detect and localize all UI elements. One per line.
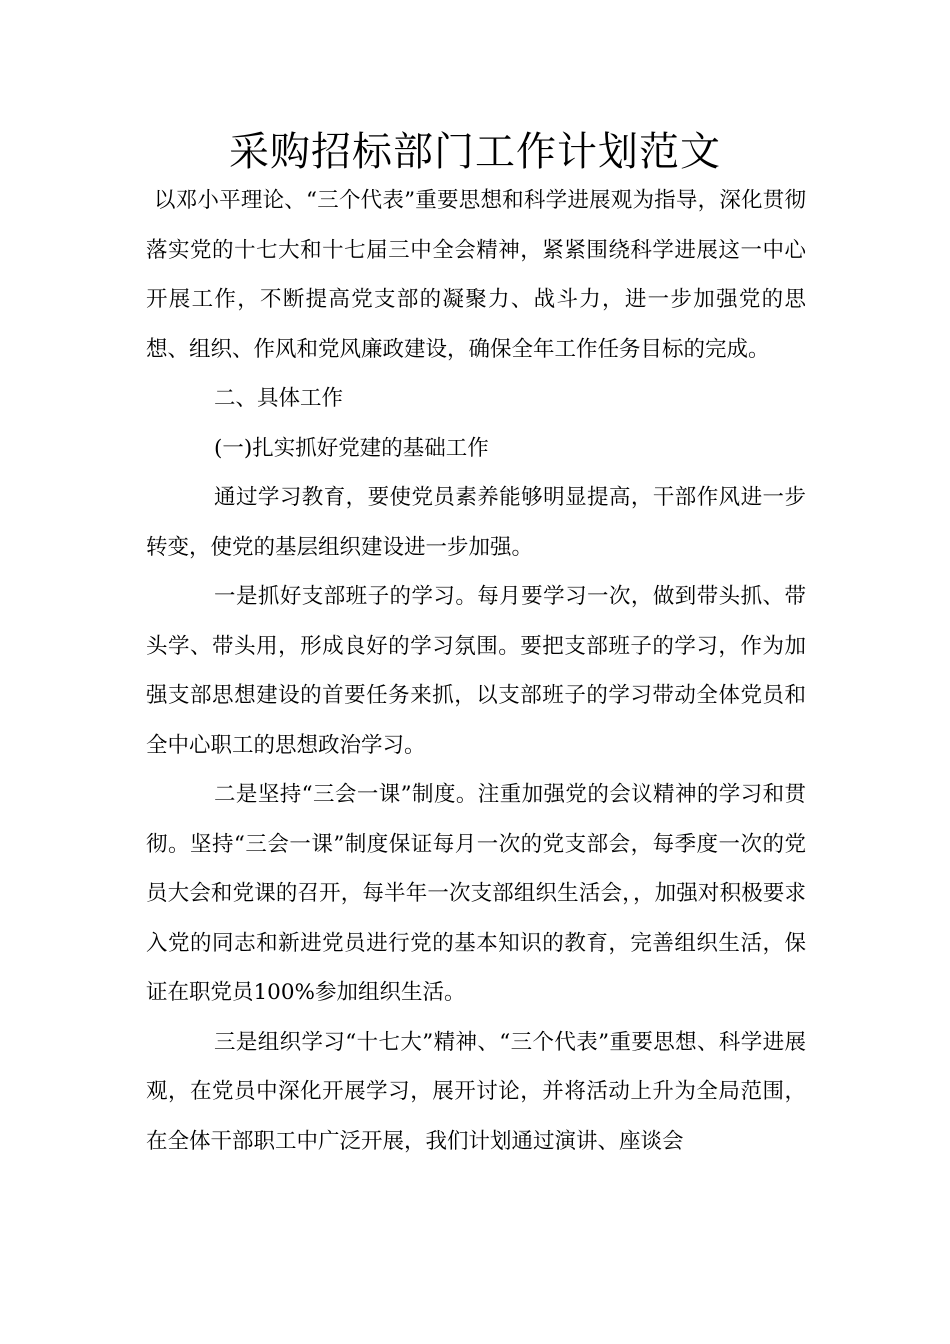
paragraph: 三是组织学习“十七大”精神、“三个代表”重要思想、科学进展观，在党员中深化开展学习，展开讨论，并将活动上升为全局范围，在全体干部职工中广泛开展，我们计划通过演讲、座谈会 — [146, 1029, 806, 1154]
paragraph: 一是抓好支部班子的学习。每月要学习一次，做到带头抓、带头学、带头用，形成良好的学习氛围。要把支部班子的学习，作为加强支部思想建设的首要任务来抓，以支部班子的学习带动全体党员和全中心职工的思想政治学习。 — [146, 584, 806, 758]
document-body — [146, 176, 806, 1166]
document-title: 采购招标部门工作计划范文 — [229, 129, 721, 175]
paragraph: 二是坚持“三会一课”制度。注重加强党的会议精神的学习和贯彻。坚持“三会一课”制度保证每月一次的党支部会，每季度一次的党员大会和党课的召开，每半年一次支部组织生活会，，加强对积极要求入党的同志和新进党员进行党的基本知识的教育，完善组织生活，保证在职党员100%参加组织生活。 — [146, 782, 806, 1005]
paragraph: 通过学习教育，要使党员素养能够明显提高，干部作风进一步转变，使党的基层组织建设进一步加强。 — [146, 485, 806, 560]
subsection-heading: (一)扎实抓好党建的基础工作 — [214, 435, 489, 461]
section-heading: 二、具体工作 — [214, 386, 344, 411]
paragraph-intro: 以邓小平理论、“三个代表”重要思想和科学进展观为指导，深化贯彻落实党的十七大和十七届三中全会精神，紧紧围绕科学进展这一中心开展工作，不断提高党支部的凝聚力、战斗力，进一步加强党的思想、组织、作风和党风廉政建设，确保全年工作任务目标的完成。 — [146, 188, 806, 362]
